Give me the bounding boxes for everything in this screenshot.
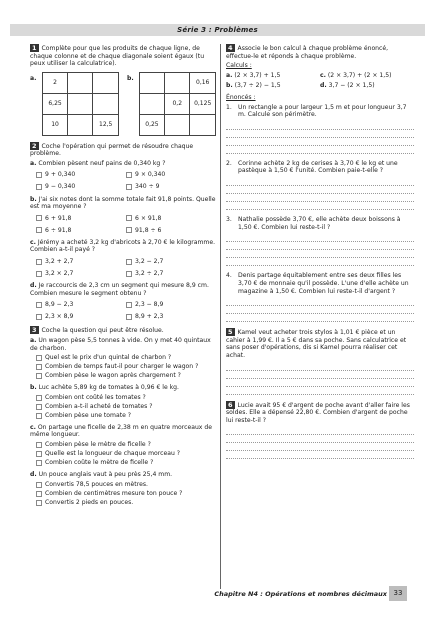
checkbox[interactable] — [36, 314, 42, 320]
option-label: 9 + 0,340 — [45, 171, 76, 179]
option[interactable] — [36, 225, 126, 236]
grid-cell[interactable] — [139, 72, 164, 93]
exercise-5 — [226, 328, 414, 394]
question-label: c. — [30, 238, 36, 246]
option[interactable] — [126, 225, 216, 236]
option-label: 3,2 − 2,7 — [135, 257, 164, 265]
option[interactable] — [36, 499, 216, 508]
question-text: J'ai six notes dont la somme totale fait 91,8 points. Quelle est ma moyenne ? — [30, 195, 216, 211]
option[interactable] — [36, 403, 216, 412]
calc-expr: (2 × 3,7) + 1,5 — [234, 71, 281, 79]
question-text: On partage une ficelle de 2,38 m en quatre morceaux de même longueur. — [30, 423, 212, 439]
calc-expr: (3,7 ÷ 2) − 1,5 — [234, 82, 281, 90]
exercise-text: Associe le bon calcul à chaque problème énoncé, effectue-le et réponds à chaque problème. — [226, 45, 389, 60]
enonce-text: Un rectangle a pour largeur 1,5 m et pour longueur 3,7 m. Calcule son périmètre. — [238, 103, 407, 119]
option[interactable] — [36, 170, 126, 181]
calc-label: c. — [320, 71, 326, 79]
option-label: Combien pèse une tomate ? — [45, 411, 132, 419]
enonce — [226, 272, 414, 322]
checkbox[interactable] — [36, 482, 42, 488]
option-label: Combien pèse le mètre de ficelle ? — [45, 440, 151, 448]
exercise-number: 6 — [228, 400, 233, 409]
exercise-2 — [30, 142, 216, 322]
option-label: 6 ÷ 91,8 — [45, 226, 72, 234]
option-label: 6 + 91,8 — [45, 214, 72, 222]
option-label: 3,2 + 2,7 — [45, 257, 74, 265]
column-divider — [220, 44, 221, 589]
checkbox[interactable] — [126, 271, 132, 277]
checkbox[interactable] — [36, 172, 42, 178]
grid-cell[interactable]: 0,125 — [190, 93, 216, 114]
calcs-list — [226, 72, 414, 90]
series-header — [10, 24, 425, 36]
grid-cell[interactable]: 10 — [42, 114, 68, 135]
answer-lines[interactable] — [226, 122, 414, 154]
option[interactable] — [36, 441, 216, 450]
option-label: 8,9 + 2,3 — [135, 313, 164, 320]
option-label: Combien ont coûté les tomates ? — [45, 393, 146, 401]
calc-label: b. — [226, 82, 233, 90]
checkbox[interactable] — [36, 451, 42, 457]
option[interactable] — [126, 268, 216, 279]
calc-label: d. — [320, 82, 327, 90]
enonce-text: Corinne achète 2 kg de cerises à 3,70 € le kg et une pastèque à 1,50 € l'unité. Combien paie-t-elle ? — [238, 159, 398, 175]
option[interactable] — [126, 182, 216, 193]
magic-grids — [30, 72, 216, 136]
checkbox[interactable] — [126, 172, 132, 178]
calc-expr: 3,7 − (2 × 1,5) — [328, 82, 375, 90]
question-text: Combien pèsent neuf pains de 0,340 kg ? — [38, 160, 166, 168]
option-label: 8,9 − 2,3 — [45, 301, 74, 308]
exercise-number: 4 — [228, 44, 233, 52]
option-label: Convertis 2 pieds en pouces. — [45, 498, 134, 506]
grid-cell[interactable] — [68, 114, 93, 135]
option[interactable] — [126, 170, 216, 181]
grid-label: b. — [127, 74, 134, 82]
enonce-text: Denis partage équitablement entre ses deux filles les 3,70 € de monnaie qu'il possède. L'une d'elle achète un magazine à 1,50 €. Combien lui reste-t-il d'argent ? — [238, 272, 409, 295]
option-label: 2,3 × 8,9 — [45, 313, 74, 320]
option[interactable] — [36, 213, 126, 224]
option[interactable] — [36, 394, 216, 403]
option[interactable] — [36, 299, 126, 310]
option-label: 9 − 0,340 — [45, 183, 76, 191]
question-label: b. — [30, 384, 37, 392]
question-label: d. — [30, 470, 37, 478]
exercise-number: 2 — [32, 141, 37, 150]
grid-cell[interactable]: 6,25 — [42, 93, 68, 114]
option[interactable] — [36, 450, 216, 459]
question-text: Un wagon pèse 5,5 tonnes à vide. On y met 40 quintaux de charbon. — [30, 336, 211, 352]
enonce — [226, 216, 414, 266]
option-label: Combien a-t-il acheté de tomates ? — [45, 402, 153, 410]
enonce-number: 3. — [226, 216, 232, 224]
answer-lines[interactable] — [226, 234, 414, 266]
checkbox[interactable] — [36, 227, 42, 233]
option[interactable] — [36, 256, 126, 267]
enonce-number: 2. — [226, 159, 232, 167]
option-label: 3,2 ÷ 2,7 — [135, 269, 164, 277]
option-label: 91,8 ÷ 6 — [135, 226, 162, 234]
checkbox[interactable] — [36, 413, 42, 419]
exercise-number: 5 — [228, 328, 233, 337]
grid-b — [127, 72, 216, 136]
answer-lines[interactable] — [226, 427, 414, 459]
option[interactable] — [126, 311, 216, 322]
option-label: Combien de centimètres mesure ton pouce ? — [45, 489, 183, 497]
checkbox[interactable] — [36, 442, 42, 448]
grid-cell[interactable] — [165, 114, 190, 135]
question-label: d. — [30, 282, 37, 290]
grid-cell[interactable] — [165, 72, 190, 93]
checkbox[interactable] — [36, 302, 42, 308]
grid-cell[interactable]: 0,25 — [139, 114, 164, 135]
exercise-number: 1 — [32, 44, 37, 52]
option-label: 9 × 0,340 — [135, 171, 166, 179]
grid-a — [30, 72, 119, 136]
exercise-text: Complète pour que les produits de chaque ligne, de chaque colonne et de chaque diagonale soient égaux (tu peux utiliser la calculatrice). — [30, 45, 205, 68]
option[interactable] — [36, 311, 126, 322]
enonce-text: Nathalie possède 3,70 €, elle achète deux boissons à 1,50 €. Combien lui reste-t-il ? — [238, 216, 401, 231]
checkbox[interactable] — [36, 364, 42, 370]
chapter-footer: Chapitre N4 : Opérations et nombres décimaux — [214, 590, 387, 598]
option-label: Quel est le prix d'un quintal de charbon ? — [45, 354, 172, 362]
grid-cell[interactable] — [68, 72, 93, 93]
question-label: c. — [30, 423, 36, 431]
calc-item — [320, 82, 414, 90]
calc-item — [226, 82, 320, 90]
exercise-4 — [226, 44, 414, 322]
exercise-text: Lucie avait 95 € d'argent de poche avant d'aller faire les soldes. Elle a dépensé 22,80 €. Combien d'argent de poche lui reste-t-il ? — [226, 401, 410, 424]
options — [36, 354, 216, 381]
exercise-text: Kamel veut acheter trois stylos à 1,01 € pièce et un cahier à 1,99 €. Il a 5 € dans sa poche. Sans calculatrice et sans poser d'opérations, dis si Kamel pourra réaliser cet achat. — [226, 329, 407, 359]
option[interactable] — [36, 412, 216, 421]
option-label: Combien pèse le wagon après chargement ? — [45, 372, 181, 380]
answer-lines[interactable] — [226, 178, 414, 210]
checkbox[interactable] — [126, 227, 132, 233]
enonces-title: Énoncés : — [226, 94, 256, 102]
grid-cell[interactable] — [190, 114, 216, 135]
checkbox[interactable] — [36, 404, 42, 410]
option[interactable] — [126, 299, 216, 310]
question-text: Un pouce anglais vaut à peu près 25,4 mm. — [38, 470, 173, 478]
series-title: Série 3 : Problèmes — [177, 25, 258, 34]
checkbox[interactable] — [36, 500, 42, 506]
calc-item — [320, 72, 414, 80]
exercise-text: Coche l'opération qui permet de résoudre chaque problème. — [30, 142, 194, 158]
answer-lines[interactable] — [226, 363, 414, 395]
option-label: Combien coûte le mètre de ficelle ? — [45, 458, 154, 466]
grid-cell[interactable] — [93, 72, 119, 93]
option[interactable] — [36, 490, 216, 499]
checkbox[interactable] — [36, 491, 42, 497]
answer-lines[interactable] — [226, 298, 414, 322]
grid-cell[interactable] — [68, 93, 93, 114]
question-text: Luc achète 5,89 kg de tomates à 0,96 € le kg. — [38, 384, 179, 392]
enonce-number: 1. — [226, 103, 232, 111]
option-label: 6 × 91,8 — [135, 214, 162, 222]
checkbox[interactable] — [126, 259, 132, 265]
checkbox[interactable] — [126, 215, 132, 221]
exercise-6 — [226, 401, 414, 460]
option-label: 3,2 × 2,7 — [45, 269, 74, 277]
question-text: Jérémy a acheté 3,2 kg d'abricots à 2,70 € le kilogramme. Combien a-t-il payé ? — [30, 238, 216, 254]
option[interactable] — [36, 481, 216, 490]
option-label: Combien de temps faut-il pour charger le wagon ? — [45, 363, 199, 371]
grid-table — [139, 72, 216, 136]
grid-cell[interactable] — [139, 93, 164, 114]
option-label: 340 ÷ 9 — [135, 183, 160, 191]
option[interactable] — [36, 459, 216, 468]
right-column — [226, 44, 414, 465]
calcs-title: Calculs : — [226, 62, 252, 70]
checkbox[interactable] — [36, 373, 42, 379]
checkbox[interactable] — [36, 395, 42, 401]
grid-cell[interactable]: 12,5 — [93, 114, 119, 135]
options — [36, 213, 216, 236]
exercise-number: 3 — [32, 326, 37, 335]
grid-cell[interactable]: 0,2 — [165, 93, 190, 114]
page-number: 33 — [389, 586, 407, 601]
options — [36, 256, 216, 279]
option[interactable] — [36, 354, 216, 363]
question-label: a. — [30, 336, 37, 344]
left-column — [30, 44, 216, 511]
enonce — [226, 160, 414, 210]
checkbox[interactable] — [126, 184, 132, 190]
checkbox[interactable] — [36, 355, 42, 361]
grid-table — [42, 72, 119, 136]
option-label: 2,3 − 8,9 — [135, 301, 164, 308]
options — [36, 394, 216, 421]
checkbox[interactable] — [36, 271, 42, 277]
enonce-number: 4. — [226, 272, 232, 280]
grid-cell[interactable] — [93, 93, 119, 114]
exercise-text: Coche la question qui peut être résolue. — [41, 327, 164, 335]
option[interactable] — [36, 372, 216, 381]
options — [36, 170, 216, 193]
question-label: a. — [30, 160, 37, 168]
calc-label: a. — [226, 71, 233, 79]
option[interactable] — [36, 363, 216, 372]
option-label: Convertis 78,5 pouces en mètres. — [45, 480, 148, 488]
calc-item — [226, 72, 320, 80]
option[interactable] — [126, 213, 216, 224]
checkbox[interactable] — [126, 302, 132, 308]
options — [36, 299, 216, 322]
calc-expr: (2 × 3,7) + (2 × 1,5) — [327, 71, 392, 79]
checkbox[interactable] — [36, 259, 42, 265]
option[interactable] — [36, 182, 126, 193]
question-text: Je raccourcis de 2,3 cm un segment qui mesure 8,9 cm. Combien mesure le segment obtenu ? — [30, 282, 209, 297]
option[interactable] — [36, 268, 126, 279]
grid-cell[interactable]: 2 — [42, 72, 68, 93]
option[interactable] — [126, 256, 216, 267]
checkbox[interactable] — [36, 184, 42, 190]
exercise-3 — [30, 326, 216, 507]
option-label: Quelle est la longueur de chaque morceau ? — [45, 449, 180, 457]
enonce — [226, 104, 414, 154]
grid-cell[interactable]: 0,16 — [190, 72, 216, 93]
grid-label: a. — [30, 74, 37, 82]
options — [36, 481, 216, 508]
question-label: b. — [30, 195, 37, 203]
checkbox[interactable] — [36, 460, 42, 466]
options — [36, 441, 216, 468]
exercise-1 — [30, 44, 216, 136]
checkbox[interactable] — [126, 314, 132, 320]
checkbox[interactable] — [36, 215, 42, 221]
